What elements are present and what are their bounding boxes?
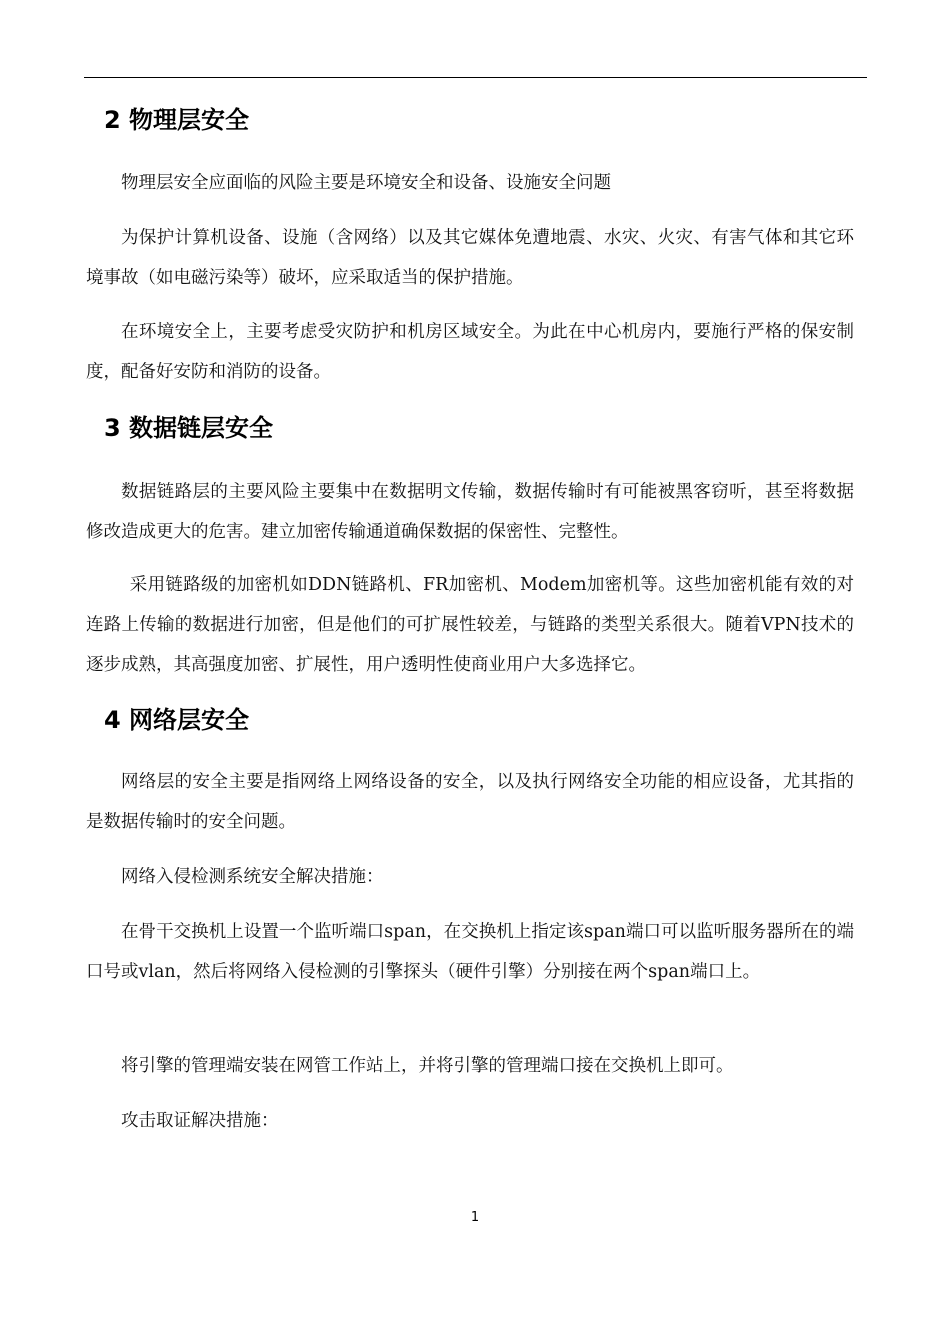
header-rule xyxy=(84,77,867,78)
paragraph: 物理层安全应面临的风险主要是环境安全和设备、设施安全问题 xyxy=(121,173,611,193)
paragraph: 在骨干交换机上设置一个监听端口span，在交换机上指定该span端口可以监听服务器所在的端口号或vlan，然后将网络入侵检测的引擎探头（硬件引擎）分别接在两个span端口上。 xyxy=(86,922,854,982)
paragraph: 为保护计算机设备、设施（含网络）以及其它媒体免遭地震、水灾、火灾、有害气体和其它环境事故（如电磁污染等）破坏，应采取适当的保护措施。 xyxy=(86,228,854,288)
paragraph: 采用链路级的加密机如DDN链路机、FR加密机、Modem加密机等。这些加密机能有效的对连路上传输的数据进行加密，但是他们的可扩展性较差，与链路的类型关系很大。随着VPN技术的逐步成熟，其高强度加密、扩展性，用户透明性使商业用户大多选择它。 xyxy=(86,575,854,675)
section-heading-physical-layer: 2 物理层安全 xyxy=(104,106,250,134)
paragraph: 攻击取证解决措施： xyxy=(121,1111,279,1131)
section-heading-network-layer: 4 网络层安全 xyxy=(104,706,250,734)
paragraph: 在环境安全上，主要考虑受灾防护和机房区域安全。为此在中心机房内，要施行严格的保安制度，配备好安防和消防的设备。 xyxy=(86,322,854,382)
paragraph: 网络层的安全主要是指网络上网络设备的安全，以及执行网络安全功能的相应设备，尤其指的是数据传输时的安全问题。 xyxy=(86,772,854,832)
paragraph: 将引擎的管理端安装在网管工作站上，并将引擎的管理端口接在交换机上即可。 xyxy=(121,1056,734,1076)
page-number: 1 xyxy=(470,1210,480,1225)
paragraph: 网络入侵检测系统安全解决措施： xyxy=(121,867,384,887)
section-heading-data-link-layer: 3 数据链层安全 xyxy=(104,414,274,442)
paragraph: 数据链路层的主要风险主要集中在数据明文传输，数据传输时有可能被黑客窃听，甚至将数据修改造成更大的危害。建立加密传输通道确保数据的保密性、完整性。 xyxy=(86,482,854,542)
